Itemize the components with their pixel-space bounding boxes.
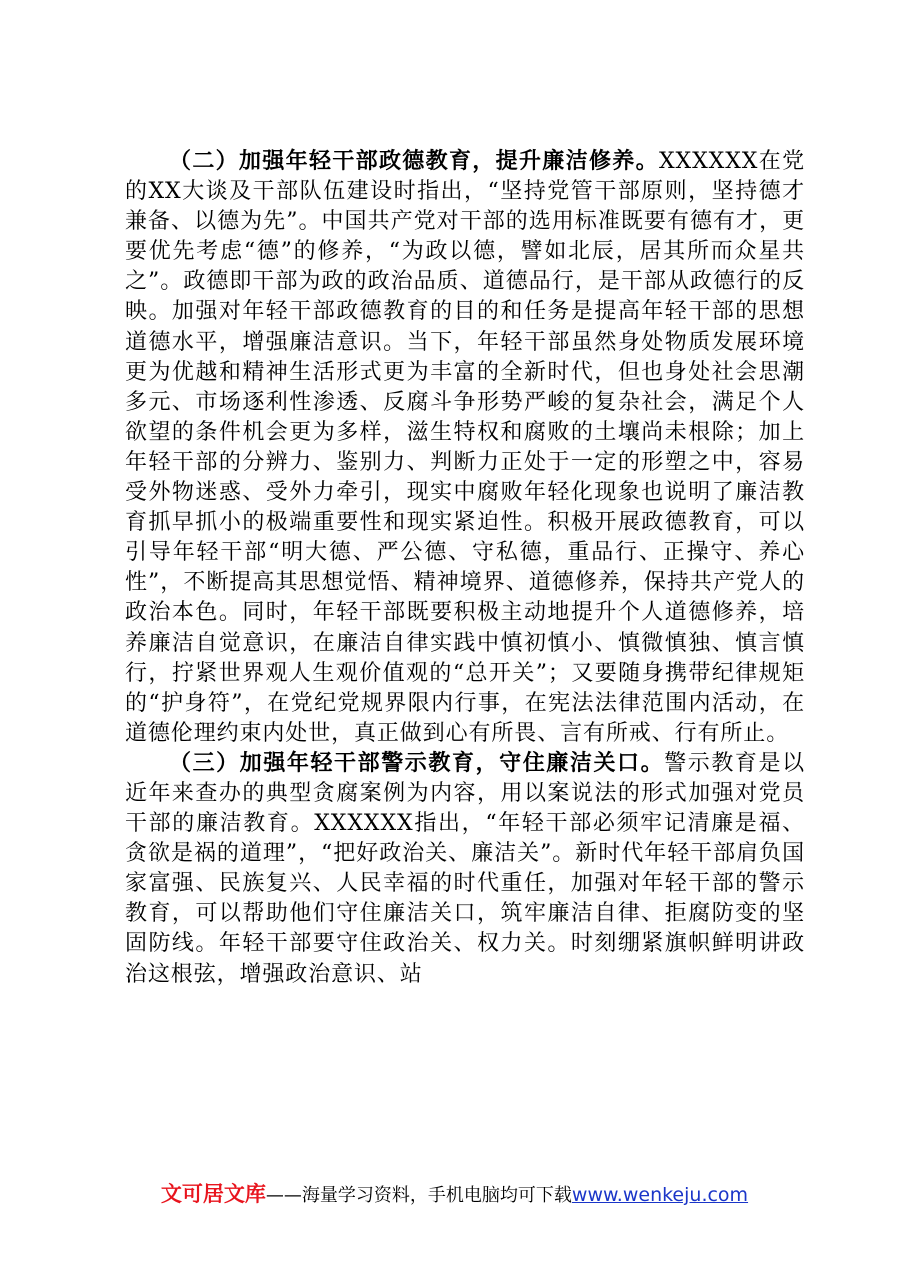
document-body (125, 147, 805, 990)
footer-brand: 文可居文库 (160, 1182, 266, 1206)
paragraph-political-ethics (125, 147, 805, 749)
paragraph-text: XXXXXX在党的XX大谈及干部队伍建设时指出，“坚持党管干部原则，坚持德才兼备、以德为先”。中国共产党对干部的选用标准既要有德有才，更要优先考虑“德”的修养，“为政以德，譬如北辰，居其所而众星共之”。政德即干部为政的政治品质、道德品行，是干部从政德行的反映。加强对年轻干部政德教育的目的和任务是提高年轻干部的思想道德水平，增强廉洁意识。当下，年轻干部虽然身处物质发展环境更为优越和精神生活形式更为丰富的全新时代，但也身处社会思潮多元、市场逐利性渗透、反腐斗争形势严峻的复杂社会，满足个人欲望的条件机会更为多样，滋生特权和腐败的土壤尚未根除；加上年轻干部的分辨力、鉴别力、判断力正处于一定的形塑之中，容易受外物迷惑、受外力牵引，现实中腐败年轻化现象也说明了廉洁教育抓早抓小的极端重要性和现实紧迫性。积极开展政德教育，可以引导年轻干部“明大德、严公德、守私德，重品行、正操守、养心性”，不断提高其思想觉悟、精神境界、道德修养，保持共产党人的政治本色。同时，年轻干部既要积极主动地提升个人道德修养，培养廉洁自觉意识，在廉洁自律实践中慎初慎小、慎微慎独、慎言慎行，拧紧世界观人生观价值观的“总开关”；又要随身携带纪律规矩的“护身符”，在党纪党规界限内行事，在宪法法律范围内活动，在道德伦理约束内处世，真正做到心有所畏、言有所戒、行有所止。 (125, 149, 805, 746)
paragraph-text: 警示教育是以近年来查办的典型贪腐案例为内容，用以案说法的形式加强对党员干部的廉洁教育。XXXXXX指出，“年轻干部必须牢记清廉是福、贪欲是祸的道理”，“把好政治关、廉洁关”。新时代年轻干部肩负国家富强、民族复兴、人民幸福的时代重任，加强对年轻干部的警示教育，可以帮助他们守住廉洁关口，筑牢廉洁自律、拒腐防变的坚固防线。年轻干部要守住政治关、权力关。时刻绷紧旗帜鲜明讲政治这根弦，增强政治意识、站 (125, 750, 805, 987)
footer-tagline: ——海量学习资料，手机电脑均可下载 (265, 1185, 572, 1206)
page-footer (0, 1181, 909, 1209)
footer-site-link[interactable]: www.wenkeju.com (571, 1184, 749, 1206)
paragraph-warning-education (125, 749, 805, 990)
section-heading-warning-education: （三）加强年轻干部警示教育，守住廉洁关口。 (169, 750, 665, 776)
section-heading-political-ethics: （二）加强年轻干部政德教育，提升廉洁修养。 (169, 149, 659, 174)
